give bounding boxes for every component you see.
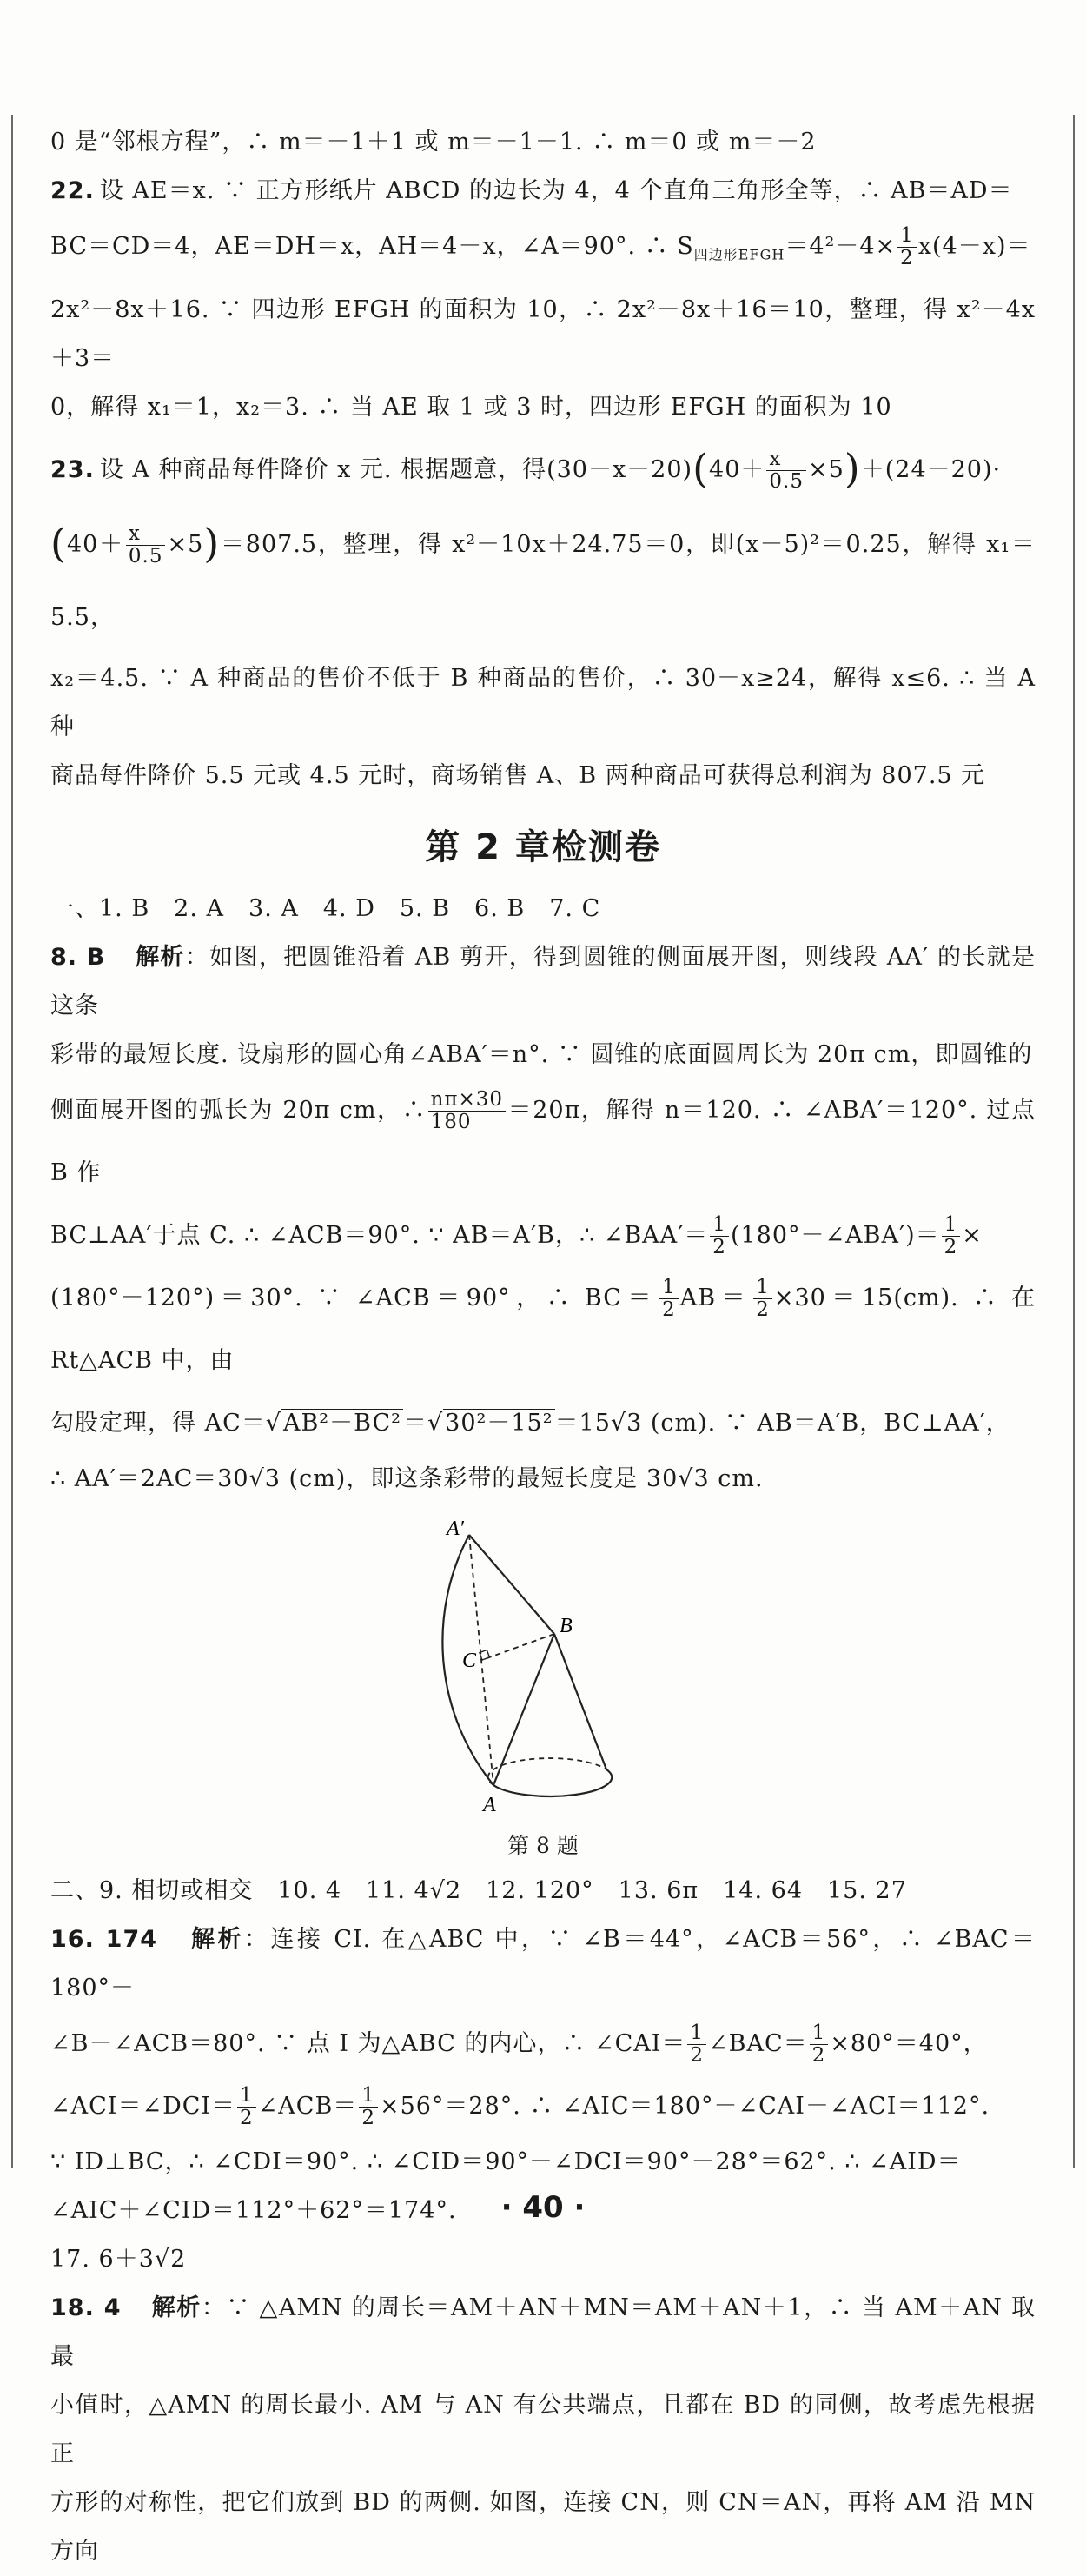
cone-side [554, 1634, 606, 1769]
fraction: $\frac{1}{2}$ [687, 2022, 706, 2067]
q23-line2: (40＋ $\frac{x}{0.5}$ ×5)＝807.5，整理，得 x²－10x＋24.75＝0，即(x－5)²＝0.25，解得 x₁＝5.5， [50, 520, 1036, 632]
q17-answer: 17. 6＋3√2 [50, 2246, 187, 2274]
page-number: · 40 · [500, 2190, 586, 2225]
q18-line1: 18. 4 解析：∵ △AMN 的周长＝AM＋AN＋MN＝AM＋AN＋1，∴ 当 AM＋AN 取最 [50, 2294, 1036, 2371]
q8-line7: ∴ AA′＝2AC＝30√3 (cm)，即这条彩带的最短长度是 30√3 cm. [50, 1465, 764, 1493]
cone-figure [400, 1516, 686, 1829]
q16-line4: ∵ ID⊥BC，∴ ∠CDI＝90°. ∴ ∠CID＝90°－∠DCI＝90°－28°＝62°. ∴ ∠AID＝ [50, 2148, 962, 2176]
chapter-title: 第 2 章检测卷 [425, 827, 661, 868]
jiexi-label: 解析 [151, 2294, 202, 2322]
q16-line5: ∠AIC＋∠CID＝112°＋62°＝174°. [50, 2197, 457, 2225]
fraction: $\frac{1}{2}$ [942, 1214, 961, 1258]
q22-line3: 2x²－8x＋16. ∵ 四边形 EFGH 的面积为 10，∴ 2x²－8x＋16＝10，整理，得 x²－4x＋3＝ [50, 296, 1036, 373]
segment-BC [482, 1634, 554, 1660]
q8-line5: (180°－120°)＝30°. ∵ ∠ACB＝90°，∴ BC＝ $\frac{1}{2}$ AB＝ $\frac{1}{2}$ ×30＝15(cm). ∴ 在 Rt△ACB 中，由 [50, 1276, 1036, 1375]
q16-line3: ∠ACI＝∠DCI＝ $\frac{1}{2}$ ∠ACB＝ $\frac{1}{2}$ ×56°＝28°. ∴ ∠AIC＝180°－∠CAI－∠ACI＝112°. [50, 2084, 990, 2130]
q18-line2: 小值时，△AMN 的周长最小. AM 与 AN 有公共端点，且都在 BD 的同侧，故考虑先根据正 [50, 2392, 1036, 2468]
fraction: $\frac{1}{2}$ [359, 2085, 378, 2129]
q16-line2: ∠B－∠ACB＝80°. ∵ 点 I 为△ABC 的内心，∴ ∠CAI＝ $\frac{1}{2}$ ∠BAC＝ $\frac{1}{2}$ ×80°＝40°， [50, 2022, 988, 2068]
segment-AprimeB [469, 1535, 554, 1634]
fraction: $\frac{x}{0.5}$ [766, 448, 806, 493]
q8-line6: 勾股定理，得 AC＝√AB²－BC²＝√30²－15²＝15√3 (cm). ∵ AB＝A′B，BC⊥AA′， [50, 1410, 1010, 1437]
label-C: C [462, 1650, 477, 1673]
q8-line3: 侧面展开图的弧长为 20π cm，∴ $\frac{n\pi\times 30}{180}$ ＝20π，解得 n＝120. ∴ ∠ABA′＝120°. 过点 B 作 [50, 1088, 1036, 1187]
q8-line4: BC⊥AA′于点 C. ∴ ∠ACB＝90°. ∵ AB＝A′B，∴ ∠BAA′＝ $\frac{1}{2}$ (180°－∠ABA′)＝ $\frac{1}{2}$ × [50, 1213, 983, 1259]
q22-line1: 22. 设 AE＝x. ∵ 正方形纸片 ABCD 的边长为 4，4 个直角三角形全等，∴ AB＝AD＝ [50, 177, 1013, 204]
q18-number: 18. 4 [50, 2294, 122, 2322]
q22-line2: BC＝CD＝4，AE＝DH＝x，AH＝4－x，∠A＝90°. ∴ $S_{四边形EFGH}=4^2-4\times$ $\frac{1}{2}$ x(4－x)＝ [50, 224, 1031, 269]
q23-line4: 商品每件降价 5.5 元或 4.5 元时，商场销售 A、B 两种商品可获得总利润为 807.5 元 [50, 762, 986, 790]
q22-line4: 0，解得 x₁＝1，x₂＝3. ∴ 当 AE 取 1 或 3 时，四边形 EFGH 的面积为 10 [50, 394, 892, 422]
q23-line3: x₂＝4.5. ∵ A 种商品的售价不低于 B 种商品的售价，∴ 30－x≥24，解得 x≤6. ∴ 当 A 种 [50, 665, 1036, 741]
fraction: $\frac{1}{2}$ [810, 2022, 829, 2067]
figure-caption: 第 8 题 [507, 1833, 579, 1859]
part2-answers: 二、9. 相切或相交 10. 4 11. 4√2 12. 120° 13. 6π 14. 64 15. 27 [50, 1877, 907, 1905]
jiexi-label: 解析 [190, 1926, 244, 1954]
segment-AB [493, 1634, 554, 1785]
q22-number: 22. [50, 177, 95, 204]
right-angle-mark [480, 1650, 490, 1661]
part1-answers: 一、1. B 2. A 3. A 4. D 5. B 6. B 7. C [50, 895, 601, 923]
fraction: $\frac{n\pi\times 30}{180}$ [428, 1089, 506, 1133]
q8-line1: 8. B 解析：如图，把圆锥沿着 AB 剪开，得到圆锥的侧面展开图，则线段 AA′ 的长就是这条 [50, 944, 1036, 1020]
q23-line1: 23. 设 A 种商品每件降价 x 元. 根据题意，得(30－x－20)(40＋ $\frac{x}{0.5}$ ×5)＋(24－20)· [50, 445, 1002, 494]
q18-line3: 方形的对称性，把它们放到 BD 的两侧. 如图，连接 CN，则 CN＝AN，再将 AM 沿 MN 方向 [50, 2489, 1036, 2566]
cone-base-back [488, 1758, 606, 1785]
right-margin-rule [1073, 115, 1075, 2168]
fraction: $\frac{1}{2}$ [237, 2085, 256, 2129]
q8-number: 8. B [50, 944, 106, 972]
label-Aprime: A′ [447, 1517, 464, 1541]
fraction: $\frac{1}{2}$ [897, 225, 917, 269]
fraction: $\frac{x}{0.5}$ [126, 523, 166, 568]
q16-number: 16. 174 [50, 1926, 158, 1954]
q23-number: 23. [50, 456, 95, 484]
fraction: $\frac{1}{2}$ [753, 1277, 772, 1321]
fraction: $\frac{1}{2}$ [659, 1277, 679, 1321]
cone-base-front [493, 1769, 612, 1796]
fraction: $\frac{1}{2}$ [710, 1214, 729, 1258]
jiexi-label: 解析 [136, 944, 185, 972]
q16-line1: 16. 174 解析：连接 CI. 在△ABC 中，∵ ∠B＝44°，∠ACB＝56°，∴ ∠BAC＝180°－ [50, 1926, 1036, 2002]
left-margin-rule [11, 115, 13, 2168]
label-A: A [483, 1794, 496, 1817]
label-B: B [560, 1615, 573, 1638]
q8-line2: 彩带的最短长度. 设扇形的圆心角∠ABA′＝n°. ∵ 圆锥的底面圆周长为 20π cm，即圆锥的 [50, 1041, 1033, 1069]
line-top: 0 是“邻根方程”，∴ m＝－1＋1 或 m＝－1－1. ∴ m＝0 或 m＝－2 [50, 129, 817, 156]
